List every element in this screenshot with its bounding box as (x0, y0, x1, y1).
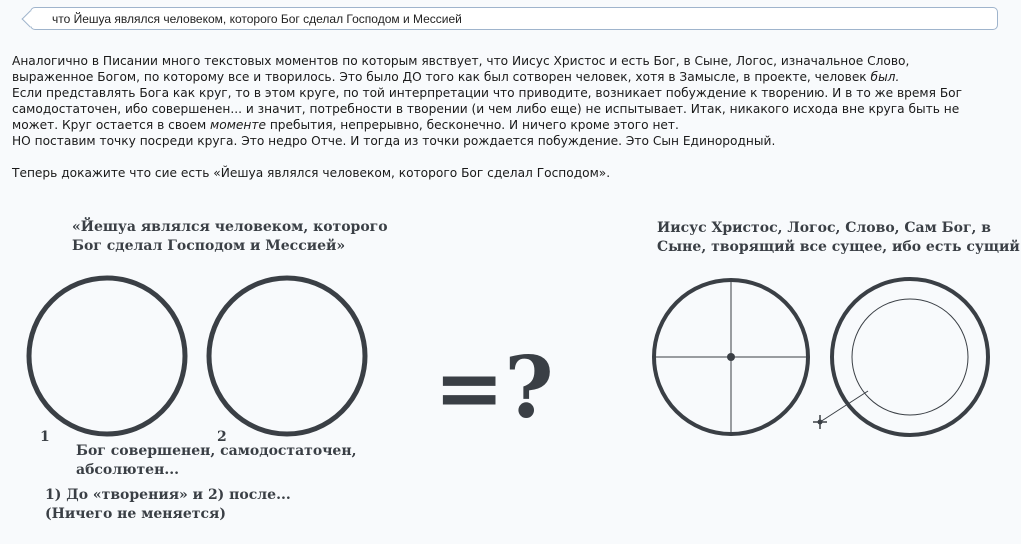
bottom-caption-line-2: абсолютен... (76, 462, 179, 478)
bottom-caption-line-1: Бог совершенен, самодостаточен, (76, 443, 357, 459)
right-caption-line-2: Сыне, творящий все сущее, ибо есть сущий (657, 239, 1020, 255)
bottom-note-line-1: 1) До «творения» и 2) после... (45, 487, 291, 503)
quote-header[interactable] (30, 7, 998, 30)
post-line-7: Теперь докажите что сие есть «Йешуа являлся человеком, которого Бог сделал Господом». (12, 166, 611, 180)
left-caption (72, 218, 388, 256)
bottom-note-line-2: (Ничего не меняется) (45, 506, 226, 522)
post-line-5-start: может. Круг остается в своем (12, 118, 211, 132)
label-2: 2 (217, 429, 227, 445)
quote-arrow-icon (22, 11, 39, 28)
bottom-caption (76, 442, 356, 480)
left-caption-line-2: Бог сделал Господом и Мессией» (72, 238, 346, 254)
post-gap (12, 149, 1012, 165)
bottom-note (45, 486, 291, 524)
outer-circle (832, 279, 988, 435)
inner-circle (852, 299, 968, 415)
circle-2 (209, 278, 365, 434)
diagram-image (0, 200, 1021, 544)
circle-1 (29, 278, 185, 434)
post-line-5-em: моменте (210, 118, 266, 132)
left-caption-line-1: «Йешуа являлся человеком, которого (72, 219, 388, 235)
post-line-2-em: был. (870, 70, 900, 84)
post-line-3: Если представлять Бога как круг, то в этом круге, по той интерпретации что приводите, возникает побуждение к творению. И в то же время Бог (12, 86, 963, 100)
post-line-2-text: выраженное Богом, по которому все и творилось. Это было ДО того как был сотворен человек, хотя в Замысле, в проекте, человек (12, 70, 871, 84)
post-body (12, 53, 1012, 181)
post-line-4: самодостаточен, ибо совершенен... и значит, потребности в творении (и чем либо еще) не испытывает. Итак, никакого исхода вне круга быть не (12, 102, 960, 116)
right-caption (657, 219, 1020, 257)
post-line-6: НО поставим точку посреди круга. Это недро Отче. И тогда из точки рождается побуждение. Это Сын Единородный. (12, 134, 776, 148)
quote-text: что Йешуа являлся человеком, которого Бог сделал Господом и Мессией (52, 12, 462, 26)
post-line-1: Аналогично в Писании много текстовых моментов по которым явствует, что Иисус Христос и есть Бог, в Сыне, Логос, изначальное Слово, (12, 54, 910, 68)
right-caption-line-1: Иисус Христос, Логос, Слово, Сам Бог, в (657, 220, 992, 236)
post-line-5-end: пребытия, непрерывно, бесконечно. И ничего кроме этого нет. (265, 118, 679, 132)
post-line-5 (12, 117, 1012, 133)
pointer-point (818, 420, 823, 425)
center-point (727, 353, 735, 361)
label-1: 1 (40, 429, 50, 445)
equals-question-mark: =? (434, 338, 554, 437)
post-line-2 (12, 69, 1012, 85)
